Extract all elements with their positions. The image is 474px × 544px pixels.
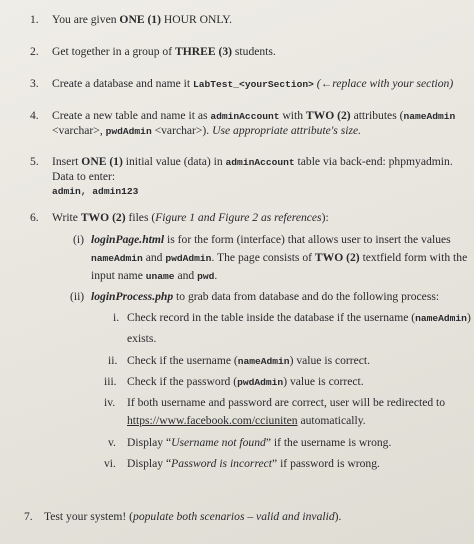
step-iv-text-cont: https://www.facebook.com/cciuniten automatically.	[127, 414, 366, 427]
sub-i-line-2: nameAdmin and pwdAdmin. The page consists of TWO (2) textfield form with the	[91, 251, 468, 264]
item-7-text: Test your system! (populate both scenarios – valid and invalid).	[44, 510, 342, 523]
step-vi-text: Display “Password is incorrect” if password is wrong.	[127, 457, 380, 470]
step-iv-number: iv.	[104, 396, 116, 409]
item-4-line-1: Create a new table and name it as adminAccount with TWO (2) attributes (nameAdmin	[52, 109, 456, 122]
step-v-number: v.	[108, 436, 116, 449]
item-2-text: Get together in a group of THREE (3) students.	[52, 45, 276, 58]
item-5-line-1: Insert ONE (1) initial value (data) in adminAccount table via back-end: phpmyadmin.	[52, 155, 453, 168]
step-v-text: Display “Username not found” if the username is wrong.	[127, 436, 392, 449]
item-4-line-2: <varchar>, pwdAdmin <varchar>). Use appropriate attribute's size.	[52, 124, 361, 137]
sub-ii-label: (ii)	[70, 290, 85, 303]
sub-ii-line-1: loginProcess.php to grab data from database and do the following process:	[91, 290, 440, 303]
item-1-number: 1.	[30, 13, 39, 26]
step-iii-number: iii.	[104, 375, 117, 388]
item-1-text: You are given ONE (1) HOUR ONLY.	[52, 13, 233, 26]
step-i-number: i.	[113, 311, 120, 324]
step-ii-number: ii.	[108, 354, 118, 367]
sub-i-label: (i)	[73, 233, 84, 246]
item-6-number: 6.	[30, 211, 39, 224]
facebook-link[interactable]: https://www.facebook.com/cciuniten	[127, 414, 298, 427]
sub-i-line-1: loginPage.html is for the form (interface) that allows user to insert the values	[91, 233, 451, 246]
item-2-number: 2.	[30, 45, 39, 58]
item-3-number: 3.	[30, 77, 39, 90]
step-vi-number: vi.	[104, 457, 116, 470]
sub-i-line-3: input name uname and pwd.	[91, 269, 218, 282]
item-5-number: 5.	[30, 155, 39, 168]
step-iv-text: If both username and password are correct, user will be redirected to	[127, 396, 446, 409]
step-iii-text: Check if the password (pwdAdmin) value is correct.	[127, 375, 364, 388]
step-ii-text: Check if the username (nameAdmin) value is correct.	[127, 354, 371, 367]
step-i-text: Check record in the table inside the database if the username (nameAdmin)	[127, 311, 471, 324]
item-4-number: 4.	[30, 109, 39, 122]
item-5-data: admin, admin123	[52, 186, 139, 197]
item-6-text: Write TWO (2) files (Figure 1 and Figure 2 as references):	[52, 211, 329, 224]
step-i-text-cont: exists.	[127, 332, 157, 345]
item-5-line-2: Data to enter:	[52, 170, 116, 183]
item-3-text: Create a database and name it LabTest_<yourSection> (←replace with your section)	[52, 77, 454, 90]
item-7-number: 7.	[24, 510, 33, 523]
